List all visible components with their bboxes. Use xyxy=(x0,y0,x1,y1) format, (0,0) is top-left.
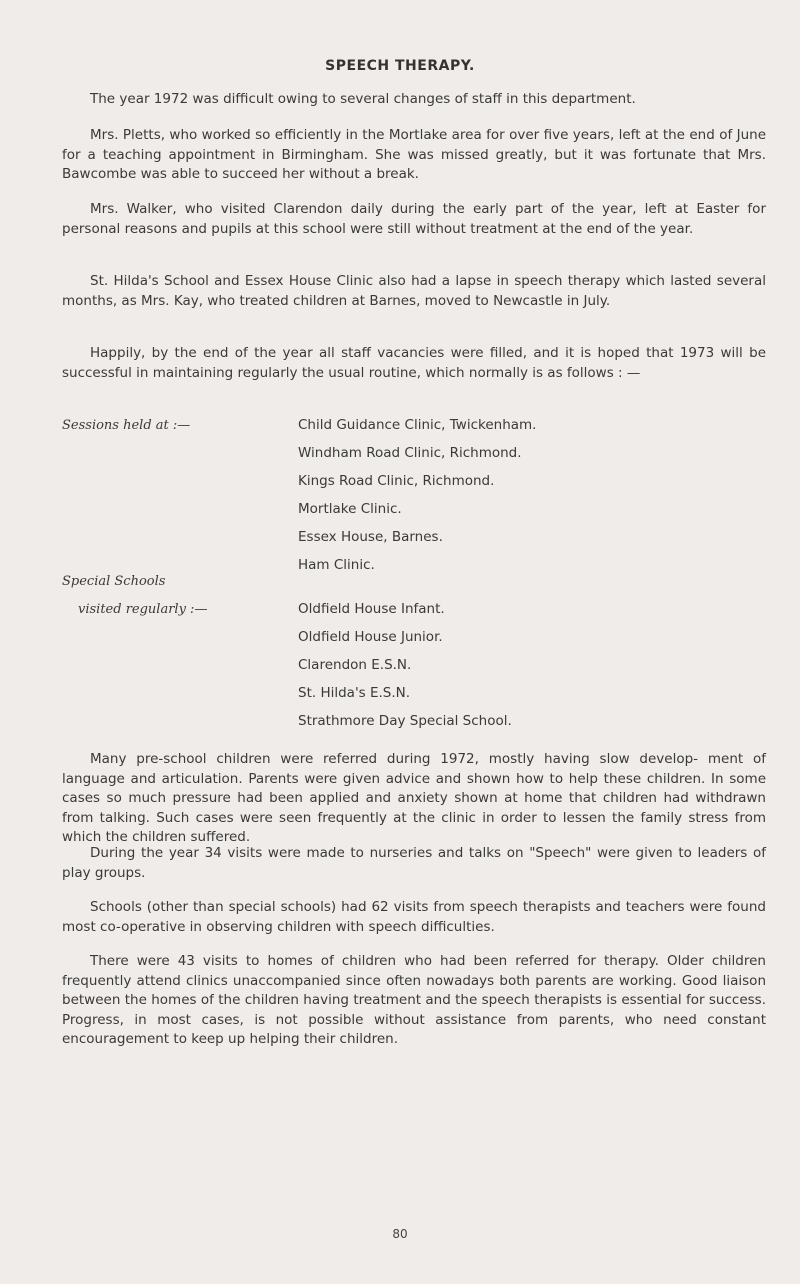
paragraph-home-visits: There were 43 visits to homes of children who had been referred for therapy. Older children frequently attend clinics unaccompanied since often nowadays both parents are working. Good liaison between the homes of the children having treatment and the speech therapists is essential for success. Progress, in most cases, is not possible without assistance from parents, who need constant encouragement to keep up helping their children. xyxy=(62,953,766,1047)
school-item: Oldfield House Junior. xyxy=(298,629,443,645)
session-item: Mortlake Clinic. xyxy=(298,501,402,517)
paragraph-nursery-visits: During the year 34 visits were made to nurseries and talks on "Speech" were given to leaders of play groups. xyxy=(62,845,766,881)
special-schools-label: visited regularly :— xyxy=(78,602,208,617)
page-title: SPEECH THERAPY. xyxy=(325,58,475,74)
paragraph-school-visits: Schools (other than special schools) had 62 visits from speech therapists and teachers were found most co-operative in observing children with speech difficulties. xyxy=(62,899,766,935)
page-number: 80 xyxy=(392,1227,408,1241)
paragraph-staff-changes: The year 1972 was difficult owing to several changes of staff in this department. xyxy=(90,91,636,107)
paragraph-st-hildas: St. Hilda's School and Essex House Clinic also had a lapse in speech therapy which lasted several months, as Mrs. Kay, who treated children at Barnes, moved to Newcastle in July. xyxy=(62,273,766,309)
session-item: Windham Road Clinic, Richmond. xyxy=(298,445,522,461)
paragraph-mrs-walker: Mrs. Walker, who visited Clarendon daily during the early part of the year, left at Easter for personal reasons and pupils at this school were still without treatment at the end of the year. xyxy=(62,201,766,237)
school-item: Strathmore Day Special School. xyxy=(298,713,512,729)
school-item: Oldfield House Infant. xyxy=(298,601,445,617)
session-item: Ham Clinic. xyxy=(298,557,375,573)
paragraph-pre-school: Many pre-school children were referred during 1972, mostly having slow develop- ment of language and articulation. Parents were given advice and shown how to help these children. In some cases so much pressure had been applied and anxiety shown at home that children had withdrawn from talking. Such cases were seen frequently at the clinic in order to lessen the family stress from which the children suffered. xyxy=(62,751,766,845)
sessions-label: Sessions held at :— xyxy=(62,418,191,433)
session-item: Child Guidance Clinic, Twickenham. xyxy=(298,417,537,433)
school-item: Clarendon E.S.N. xyxy=(298,657,412,673)
session-item: Kings Road Clinic, Richmond. xyxy=(298,473,495,489)
paragraph-happily: Happily, by the end of the year all staff vacancies were filled, and it is hoped that 1973 will be successful in maintaining regularly the usual routine, which normally is as follows : — xyxy=(62,345,766,381)
school-item: St. Hilda's E.S.N. xyxy=(298,685,411,701)
session-item: Essex House, Barnes. xyxy=(298,529,443,545)
special-schools-label: Special Schools xyxy=(62,574,166,589)
paragraph-mrs-pletts: Mrs. Pletts, who worked so efficiently in the Mortlake area for over five years, left at the end of June for a teaching appointment in Birmingham. She was missed greatly, but it was fortunate that Mrs. Bawcombe was able to succeed her without a break. xyxy=(62,127,766,182)
